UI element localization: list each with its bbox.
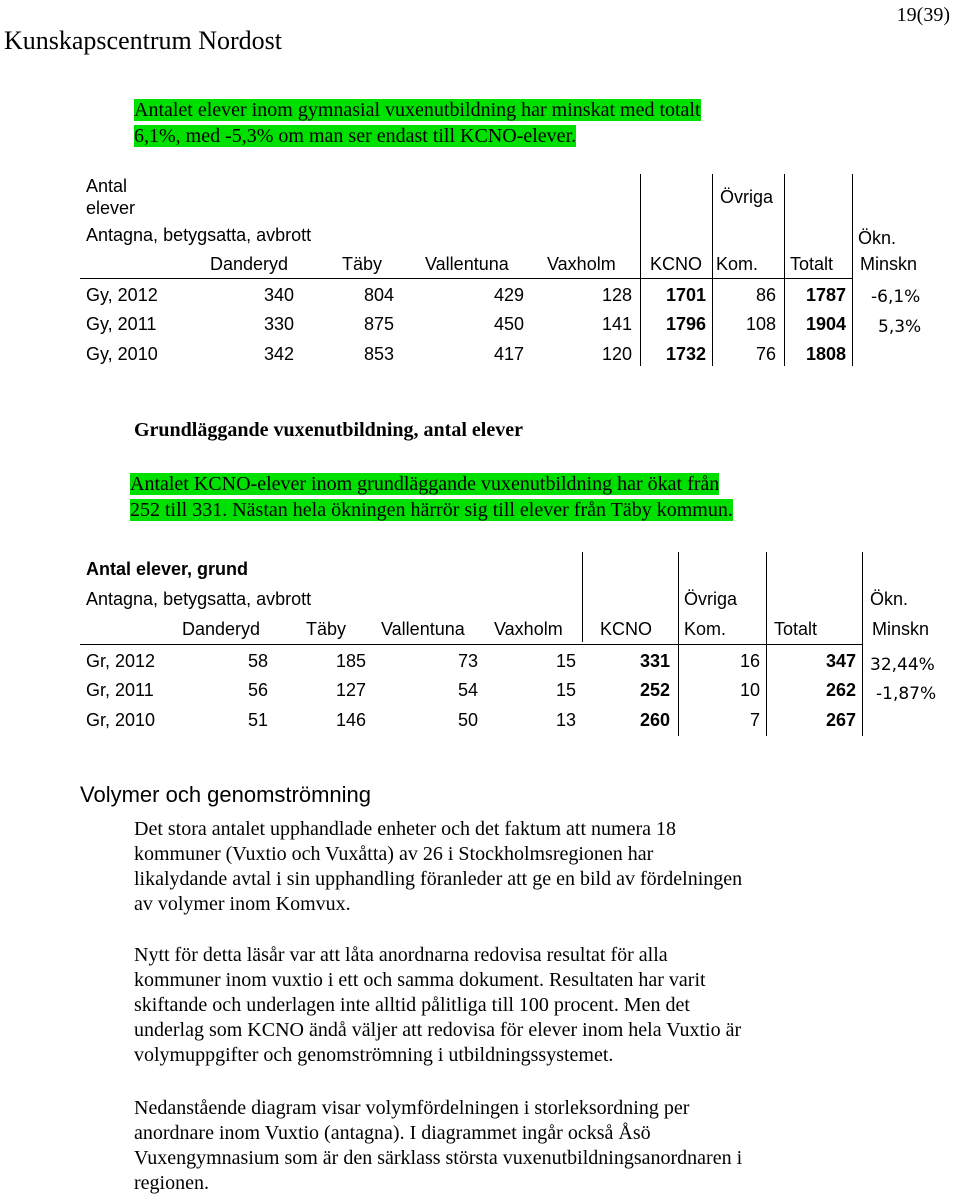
paragraph-line: Vuxengymnasium som är den särklass största vuxenutbildningsanordnaren i — [134, 1147, 743, 1169]
col-header-vaxholm: Vaxholm — [494, 619, 563, 639]
cell-danderyd: 56 — [247, 680, 268, 700]
paragraph-line: skiftande och underlagen inte alltid pålitliga till 100 procent. Men det — [134, 994, 690, 1016]
col-header-kcno: KCNO — [600, 619, 653, 639]
highlight-note-grund — [130, 471, 842, 523]
paragraph-line: anordnare inom Vuxtio (antagna). I diagrammet ingår också Åsö — [134, 1122, 651, 1144]
col-header-minskn: Minskn — [860, 254, 918, 274]
highlight-line: 252 till 331. Nästan hela ökningen härrör sig till elever från Täby kommun. — [130, 499, 733, 521]
paragraph-line: Det stora antalet upphandlade enheter och det faktum att numera 18 — [134, 818, 677, 840]
cell-taby: 804 — [363, 285, 394, 305]
cell-totalt: 1904 — [805, 314, 846, 334]
cell-vaxholm: 15 — [555, 651, 576, 671]
cell-vaxholm: 120 — [601, 344, 632, 364]
highlight-note-gy — [134, 97, 802, 149]
paragraph-line: kommuner (Vuxtio och Vuxåtta) av 26 i Stockholmsregionen har — [134, 843, 654, 865]
cell-totalt: 262 — [825, 680, 856, 700]
cell-totalt: 1787 — [805, 285, 846, 305]
cell-totalt: 347 — [825, 651, 856, 671]
cell-kcno: 331 — [639, 651, 670, 671]
table-header-rule — [80, 644, 862, 645]
highlight-line: Antalet elever inom gymnasial vuxenutbildning har minskat med totalt — [134, 99, 701, 121]
row-label: Gy, 2010 — [86, 344, 158, 364]
table-divider — [640, 174, 641, 366]
table-divider — [784, 174, 785, 366]
table-divider — [582, 552, 583, 642]
col-header-totalt: Totalt — [790, 254, 834, 274]
table-subtitle: Antagna, betygsatta, avbrott — [86, 225, 312, 245]
cell-taby: 875 — [363, 314, 394, 334]
cell-kom: 76 — [755, 344, 776, 364]
paragraph — [134, 1096, 874, 1196]
cell-vaxholm: 128 — [601, 285, 632, 305]
cell-kom: 7 — [749, 710, 760, 730]
cell-kcno: 1796 — [665, 314, 706, 334]
row-label: Gr, 2012 — [86, 651, 156, 671]
cell-taby: 853 — [363, 344, 394, 364]
cell-danderyd: 342 — [263, 344, 294, 364]
page-number: 19(39) — [896, 4, 950, 26]
row-label: Gr, 2011 — [86, 680, 154, 700]
cell-danderyd: 51 — [247, 710, 268, 730]
cell-kom: 10 — [739, 680, 760, 700]
col-header-kcno: KCNO — [650, 254, 703, 274]
cell-change: 32,44% — [870, 655, 935, 675]
col-header-kom: Kom. — [684, 619, 727, 639]
table-subtitle: Antagna, betygsatta, avbrott — [86, 589, 312, 609]
cell-vaxholm: 13 — [555, 710, 576, 730]
highlight-line: 6,1%, med -5,3% om man ser endast till KCNO-elever. — [134, 125, 577, 147]
cell-kcno: 1732 — [665, 344, 706, 364]
table-divider — [862, 552, 863, 736]
cell-taby: 185 — [335, 651, 366, 671]
col-header-danderyd: Danderyd — [210, 254, 289, 274]
cell-vaxholm: 15 — [555, 680, 576, 700]
cell-change: 5,3% — [878, 317, 922, 337]
header-ovriga: Övriga — [684, 589, 738, 609]
cell-taby: 127 — [335, 680, 366, 700]
paragraph-line: volymuppgifter och genomströmning i utbildningssystemet. — [134, 1044, 614, 1066]
table-header-rule — [80, 278, 852, 279]
cell-kcno: 260 — [639, 710, 670, 730]
cell-kom: 86 — [755, 285, 776, 305]
paragraph-line: likalydande avtal i sin upphandling föranleder att ge en bild av fördelningen — [134, 868, 743, 890]
col-header-totalt: Totalt — [774, 619, 818, 639]
section-heading-grund: Grundläggande vuxenutbildning, antal elever — [134, 419, 523, 441]
col-header-kom: Kom. — [716, 254, 759, 274]
col-header-vallentuna: Vallentuna — [425, 254, 509, 274]
row-label: Gy, 2011 — [86, 314, 157, 334]
cell-kom: 108 — [745, 314, 776, 334]
paragraph — [134, 943, 874, 1068]
cell-vallentuna: 73 — [457, 651, 478, 671]
cell-danderyd: 58 — [247, 651, 268, 671]
header-ovriga: Övriga — [720, 187, 774, 207]
highlight-line: Antalet KCNO-elever inom grundläggande vuxenutbildning har ökat från — [130, 473, 720, 495]
cell-totalt: 267 — [825, 710, 856, 730]
cell-vallentuna: 450 — [493, 314, 524, 334]
col-header-vaxholm: Vaxholm — [547, 254, 616, 274]
col-header-taby: Täby — [306, 619, 347, 639]
table-title: Antal elever, grund — [86, 559, 249, 579]
paragraph-line: underlag som KCNO ändå väljer att redovisa för elever inom hela Vuxtio är — [134, 1019, 742, 1041]
paragraph — [134, 817, 874, 917]
cell-danderyd: 330 — [263, 314, 294, 334]
cell-vallentuna: 417 — [493, 344, 524, 364]
header-okn: Ökn. — [870, 589, 909, 609]
document-title: Kunskapscentrum Nordost — [4, 26, 283, 55]
paragraph-line: kommuner inom vuxtio i ett och samma dokument. Resultaten har varit — [134, 969, 706, 991]
col-header-taby: Täby — [342, 254, 383, 274]
cell-change: -6,1% — [871, 287, 921, 307]
cell-totalt: 1808 — [805, 344, 846, 364]
row-label: Gr, 2010 — [86, 710, 156, 730]
cell-kom: 16 — [739, 651, 760, 671]
paragraph-line: regionen. — [134, 1172, 209, 1194]
cell-vallentuna: 429 — [493, 285, 524, 305]
cell-kcno: 252 — [639, 680, 670, 700]
table-title: elever — [86, 198, 136, 218]
cell-change: -1,87% — [876, 684, 937, 704]
table-divider — [712, 174, 713, 366]
col-header-minskn: Minskn — [872, 619, 930, 639]
cell-danderyd: 340 — [263, 285, 294, 305]
cell-taby: 146 — [335, 710, 366, 730]
table-divider — [852, 174, 853, 366]
cell-vallentuna: 50 — [457, 710, 478, 730]
paragraph-line: av volymer inom Komvux. — [134, 893, 351, 915]
cell-vallentuna: 54 — [457, 680, 478, 700]
table-title: Antal — [86, 176, 128, 196]
header-okn: Ökn. — [858, 228, 897, 248]
row-label: Gy, 2012 — [86, 285, 158, 305]
paragraph-line: Nytt för detta läsår var att låta anordnarna redovisa resultat för alla — [134, 944, 668, 966]
cell-vaxholm: 141 — [601, 314, 632, 334]
col-header-danderyd: Danderyd — [182, 619, 261, 639]
paragraph-line: Nedanstående diagram visar volymfördelningen i storleksordning per — [134, 1097, 690, 1119]
section-heading-volymer: Volymer och genomströmning — [80, 782, 372, 807]
col-header-vallentuna: Vallentuna — [381, 619, 465, 639]
cell-kcno: 1701 — [665, 285, 706, 305]
